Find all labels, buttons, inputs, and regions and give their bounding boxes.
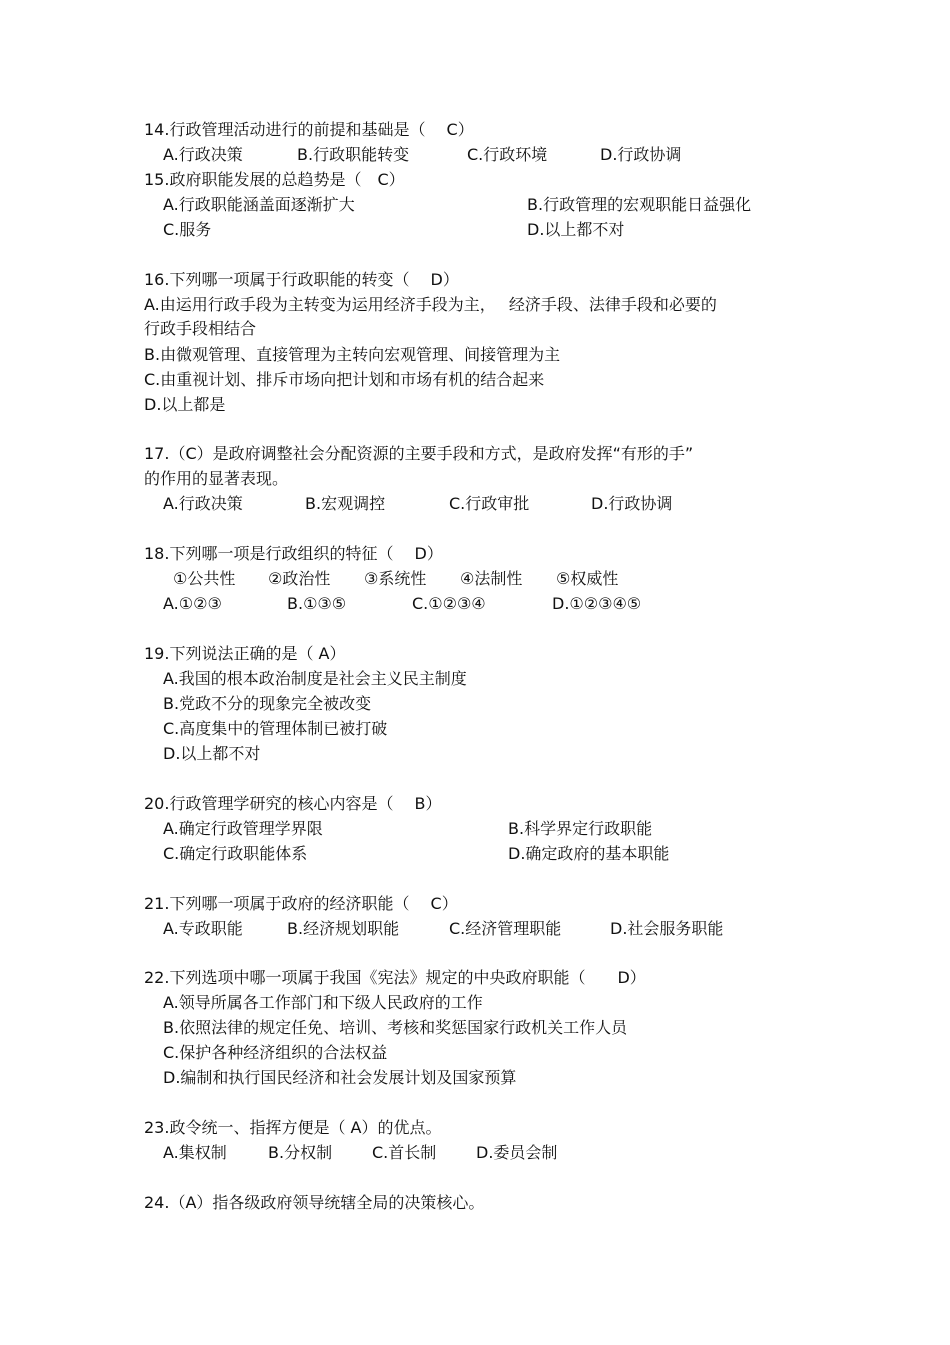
question-20-option-a: A.确定行政管理学界限 — [163, 819, 323, 838]
question-22-option-c: C.保护各种经济组织的合法权益 — [163, 1043, 388, 1062]
question-16-option-a-line1: A.由运用行政手段为主转变为运用经济手段为主， 经济手段、法律手段和必要的 — [144, 295, 717, 314]
question-18-option-d: D.①②③④⑤ — [552, 594, 642, 613]
question-14-option-d: D.行政协调 — [600, 145, 682, 164]
question-19-stem: 19.下列说法正确的是（ A） — [144, 644, 346, 663]
question-23-option-d: D.委员会制 — [476, 1143, 558, 1162]
question-15-option-d: D.以上都不对 — [527, 220, 625, 239]
question-17-stem-line1: 17.（C）是政府调整社会分配资源的主要手段和方式，是政府发挥“有形的手” — [144, 444, 694, 463]
question-22-option-d: D.编制和执行国民经济和社会发展计划及国家预算 — [163, 1068, 517, 1087]
question-19-option-d: D.以上都不对 — [163, 744, 261, 763]
question-14-option-b: B.行政职能转变 — [297, 145, 410, 164]
question-15-option-a: A.行政职能涵盖面逐渐扩大 — [163, 195, 355, 214]
question-18-item-1: ①公共性 — [173, 569, 236, 588]
question-18-item-2: ②政治性 — [268, 569, 331, 588]
question-14-option-a: A.行政决策 — [163, 145, 243, 164]
question-17-stem-line2: 的作用的显著表现。 — [144, 469, 289, 488]
question-21-option-d: D.社会服务职能 — [610, 919, 724, 938]
question-15-option-c: C.服务 — [163, 220, 212, 239]
question-21-option-b: B.经济规划职能 — [287, 919, 400, 938]
question-18-option-c: C.①②③④ — [412, 594, 486, 613]
question-18-item-4: ④法制性 — [460, 569, 523, 588]
question-21-stem: 21.下列哪一项属于政府的经济职能（ C） — [144, 894, 458, 913]
question-16-option-b: B.由微观管理、直接管理为主转向宏观管理、间接管理为主 — [144, 345, 561, 364]
question-23-option-b: B.分权制 — [268, 1143, 333, 1162]
question-23-stem: 23.政令统一、指挥方便是（ A）的优点。 — [144, 1118, 442, 1137]
question-15-stem: 15.政府职能发展的总趋势是（ C） — [144, 170, 405, 189]
question-23-option-a: A.集权制 — [163, 1143, 227, 1162]
question-20-option-b: B.科学界定行政职能 — [508, 819, 653, 838]
question-18-item-3: ③系统性 — [364, 569, 427, 588]
question-22-stem: 22.下列选项中哪一项属于我国《宪法》规定的中央政府职能（ D） — [144, 968, 646, 987]
question-17-option-d: D.行政协调 — [591, 494, 673, 513]
question-18-option-b: B.①③⑤ — [287, 594, 347, 613]
question-20-option-d: D.确定政府的基本职能 — [508, 844, 670, 863]
question-14-stem: 14.行政管理活动进行的前提和基础是（ C） — [144, 120, 474, 139]
question-24-stem: 24.（A）指各级政府领导统辖全局的决策核心。 — [144, 1193, 485, 1212]
question-18-item-5: ⑤权威性 — [556, 569, 619, 588]
question-21-option-a: A.专政职能 — [163, 919, 243, 938]
question-23-option-c: C.首长制 — [372, 1143, 437, 1162]
question-16-option-d: D.以上都是 — [144, 395, 226, 414]
question-16-option-a-line2: 行政手段相结合 — [144, 319, 257, 338]
question-19-option-c: C.高度集中的管理体制已被打破 — [163, 719, 388, 738]
question-19-option-b: B.党政不分的现象完全被改变 — [163, 694, 372, 713]
question-18-option-a: A.①②③ — [163, 594, 222, 613]
question-15-option-b: B.行政管理的宏观职能日益强化 — [527, 195, 752, 214]
question-19-option-a: A.我国的根本政治制度是社会主义民主制度 — [163, 669, 467, 688]
question-16-option-c: C.由重视计划、排斥市场向把计划和市场有机的结合起来 — [144, 370, 545, 389]
question-14-option-c: C.行政环境 — [467, 145, 548, 164]
question-17-option-c: C.行政审批 — [449, 494, 530, 513]
question-22-option-a: A.领导所属各工作部门和下级人民政府的工作 — [163, 993, 483, 1012]
question-20-stem: 20.行政管理学研究的核心内容是（ B） — [144, 794, 442, 813]
question-18-stem: 18.下列哪一项是行政组织的特征（ D） — [144, 544, 443, 563]
question-16-stem: 16.下列哪一项属于行政职能的转变（ D） — [144, 270, 459, 289]
question-20-option-c: C.确定行政职能体系 — [163, 844, 308, 863]
question-17-option-b: B.宏观调控 — [305, 494, 386, 513]
question-22-option-b: B.依照法律的规定任免、培训、考核和奖惩国家行政机关工作人员 — [163, 1018, 628, 1037]
question-17-option-a: A.行政决策 — [163, 494, 243, 513]
question-21-option-c: C.经济管理职能 — [449, 919, 562, 938]
